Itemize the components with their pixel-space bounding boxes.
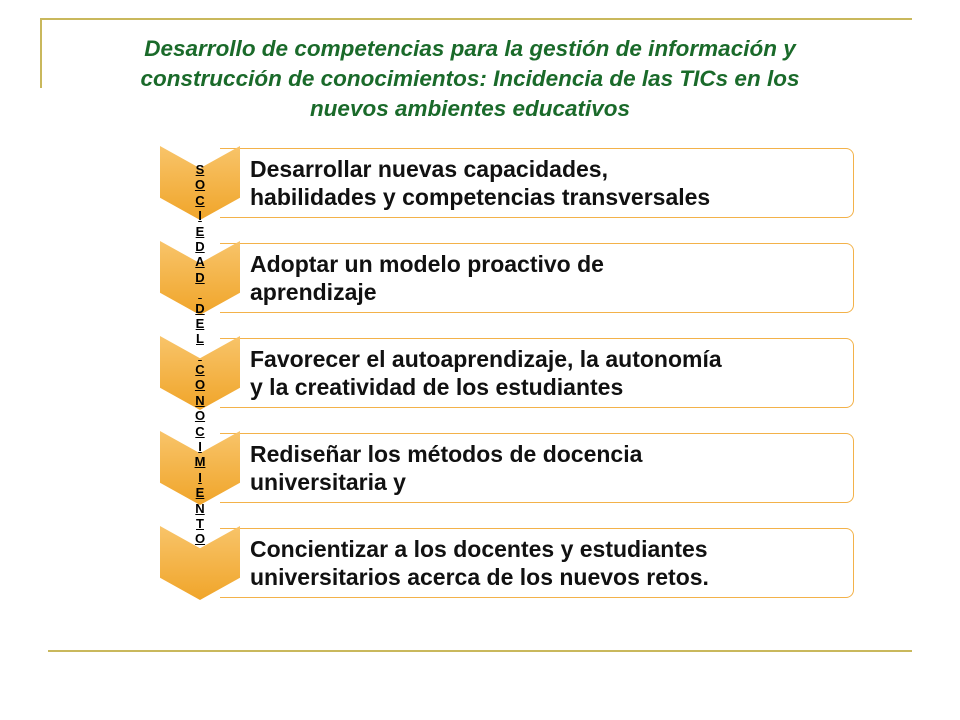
vertical-letter: L bbox=[196, 331, 204, 347]
vertical-letter: E bbox=[195, 315, 205, 331]
list-item bbox=[160, 526, 860, 600]
vertical-letter bbox=[188, 347, 212, 362]
vertical-letter: D bbox=[195, 238, 205, 254]
vertical-letter: S bbox=[195, 162, 205, 177]
vertical-letter: C bbox=[195, 192, 205, 208]
vertical-label-sociedad-del-conocimiento bbox=[188, 162, 212, 547]
title-line-3: nuevos ambientes educativos bbox=[309, 96, 631, 121]
vertical-letter: A bbox=[195, 254, 205, 270]
item-line-1: Rediseñar los métodos de docencia bbox=[250, 441, 643, 467]
vertical-letter: E bbox=[195, 223, 205, 239]
vertical-letter: M bbox=[194, 454, 206, 470]
item-line-2: universitarios acerca de los nuevos retos. bbox=[250, 564, 709, 590]
item-line-2: habilidades y competencias transversales bbox=[250, 184, 711, 210]
bullet-text bbox=[250, 535, 850, 591]
vertical-letter: O bbox=[194, 531, 206, 547]
item-line-2: universitaria y bbox=[250, 469, 406, 495]
vertical-letter: D bbox=[195, 300, 205, 316]
vertical-letter: O bbox=[194, 408, 206, 424]
item-line-1: Favorecer el autoaprendizaje, la autonomía bbox=[250, 346, 722, 372]
text-box bbox=[220, 148, 854, 218]
item-line-1: Adoptar un modelo proactivo de bbox=[250, 251, 604, 277]
vertical-letter: N bbox=[195, 500, 205, 516]
vertical-letter bbox=[188, 285, 212, 300]
bullet-text bbox=[250, 440, 850, 496]
item-line-1: Concientizar a los docentes y estudiantes bbox=[250, 536, 708, 562]
bullet-text bbox=[250, 155, 850, 211]
vertical-letter: I bbox=[198, 439, 202, 455]
vertical-letter: C bbox=[195, 362, 205, 378]
text-box bbox=[220, 338, 854, 408]
vertical-letter: T bbox=[196, 515, 204, 531]
vertical-letter: O bbox=[194, 377, 206, 393]
item-line-2: y la creatividad de los estudiantes bbox=[250, 374, 624, 400]
vertical-letter: C bbox=[195, 423, 205, 439]
vertical-letter: I bbox=[198, 469, 202, 485]
list-item bbox=[160, 336, 860, 410]
bullet-text bbox=[250, 345, 850, 401]
vertical-letter: I bbox=[198, 208, 202, 224]
vertical-letter: E bbox=[195, 485, 205, 501]
bullet-text bbox=[250, 250, 850, 306]
vertical-letter: N bbox=[195, 392, 205, 408]
list-item bbox=[160, 146, 860, 220]
text-box bbox=[220, 243, 854, 313]
vertical-letter: O bbox=[194, 177, 206, 193]
list-item bbox=[160, 238, 860, 315]
item-line-2: aprendizaje bbox=[250, 279, 377, 305]
title-line-2: construcción de conocimientos: Incidencia de las TICs en los bbox=[140, 66, 800, 91]
vertical-letter: D bbox=[195, 269, 205, 285]
item-line-1: Desarrollar nuevas capacidades, bbox=[250, 156, 608, 182]
text-box bbox=[220, 528, 854, 598]
list-item bbox=[160, 431, 860, 505]
text-box bbox=[220, 433, 854, 503]
title-line-1: Desarrollo de competencias para la gestión de información y bbox=[144, 36, 796, 61]
